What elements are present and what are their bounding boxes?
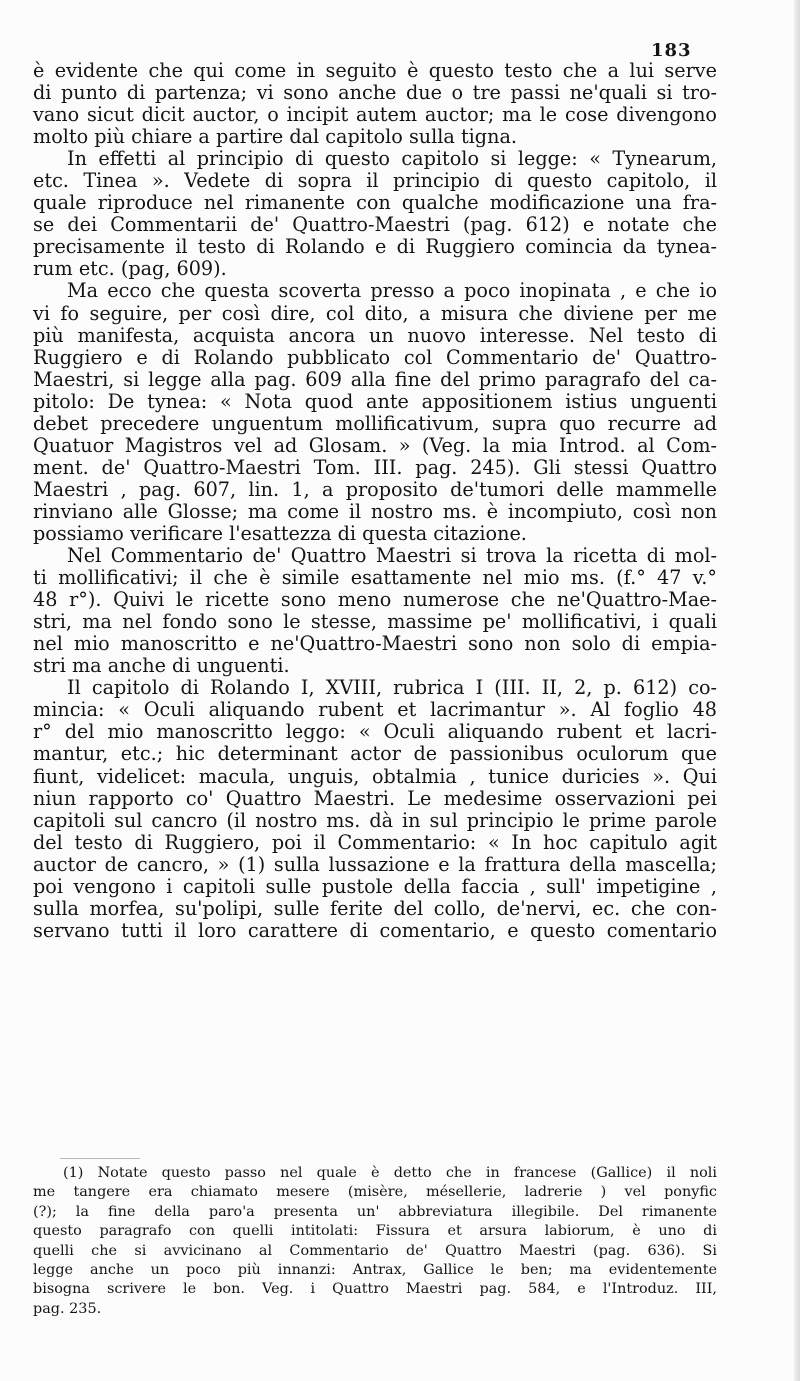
text-line: sulla morfea, su'polipi, sulle ferite del collo, de'nervi, ec. che con-: [33, 896, 717, 920]
text-line: vano sicut dicit auctor, o incipit autem auctor; ma le cose divengono: [33, 103, 717, 127]
text-line: nel mio manoscritto e ne'Quattro-Maestri sono non solo di empia-: [33, 632, 717, 656]
text-line: niun rapporto co' Quattro Maestri. Le medesime osservazioni pei: [33, 786, 717, 810]
text-line: Quatuor Magistros vel ad Glosam. » (Veg. la mia Introd. al Com-: [33, 433, 717, 457]
text-line: poi vengono i capitoli sulle pustole della faccia , sull' impetigine ,: [33, 874, 717, 898]
text-line: rum etc. (pag, 609).: [33, 257, 227, 281]
text-line: r° del mio manoscritto leggo: « Oculi aliquando rubent et lacri-: [33, 720, 717, 744]
text-line: 48 r°). Quivi le ricette sono meno numerose che ne'Quattro-Mae-: [33, 588, 717, 612]
page-number: 183: [651, 40, 692, 61]
footnote-line: legge anche un poco più innanzi: Antrax, Gallice le ben; ma evidentemente: [33, 1262, 717, 1279]
text-line: etc. Tinea ». Vedete di sopra il principio di questo capitolo, il: [33, 169, 717, 193]
text-line: servano tutti il loro carattere di comentario, e questo comentario: [33, 918, 717, 942]
footnote-line: quelli che si avvicinano al Commentario de' Quattro Maestri (pag. 636). Si: [33, 1242, 717, 1259]
text-line: In effetti al principio di questo capitolo si legge: « Tynearum,: [67, 147, 717, 171]
text-line: mincia: « Oculi aliquando rubent et lacrimantur ». Al foglio 48: [33, 698, 717, 722]
text-line: ment. de' Quattro-Maestri Tom. III. pag. 245). Gli stessi Quattro: [33, 455, 717, 479]
text-line: Ma ecco che questa scoverta presso a poco inopinata , e che io: [67, 279, 717, 303]
text-line: stri, ma nel fondo sono le stesse, massime pe' mollificativi, i quali: [33, 610, 717, 634]
text-line: del testo di Ruggiero, poi il Commentario: « In hoc capitulo agit: [33, 830, 717, 854]
text-line: capitoli sul cancro (il nostro ms. dà in sul principio le prime parole: [33, 808, 717, 832]
footnote-line: questo paragrafo con quelli intitolati: Fissura et arsura labiorum, è uno di: [33, 1223, 717, 1240]
text-line: Nel Commentario de' Quattro Maestri si trova la ricetta di mol-: [67, 544, 717, 568]
footnote-line: me tangere era chiamato mesere (misère, mésellerie, ladrerie ) vel ponyfic: [33, 1184, 717, 1201]
text-line: debet precedere unguentum mollificativum, supra quo recurre ad: [33, 411, 717, 435]
text-line: rinviano alle Glosse; ma come il nostro ms. è incompiuto, così non: [33, 499, 717, 523]
text-line: ti mollificativi; il che è simile esattamente nel mio ms. (f.° 47 v.°: [33, 566, 717, 590]
text-line: di punto di partenza; vi sono anche due o tre passi ne'quali si tro-: [33, 81, 717, 105]
text-line: Maestri, si legge alla pag. 609 alla fine del primo paragrafo del ca-: [33, 367, 717, 391]
text-line: stri ma anche di unguenti.: [33, 654, 290, 678]
text-line: Maestri , pag. 607, lin. 1, a proposito de'tumori delle mammelle: [33, 477, 717, 501]
footnotes: [33, 1164, 717, 1319]
text-line: auctor de cancro, » (1) sulla lussazione e la frattura della mascella;: [33, 852, 717, 876]
footnote-line: pag. 235.: [33, 1300, 102, 1317]
text-line: precisamente il testo di Rolando e di Ruggiero comincia da tynea-: [33, 235, 717, 259]
text-line: quale riproduce nel rimanente con qualche modificazione una fra-: [33, 191, 717, 215]
text-line: mantur, etc.; hic determinant actor de passionibus oculorum que: [33, 742, 717, 766]
text-line: Il capitolo di Rolando I, XVIII, rubrica I (III. II, 2, p. 612) co-: [67, 676, 717, 700]
text-line: pitolo: De tynea: « Nota quod ante appositionem istius unguenti: [33, 389, 717, 413]
main-text: [33, 60, 717, 942]
text-line: vi fo seguire, per così dire, col dito, a misura che diviene per me: [33, 301, 717, 325]
text-line: è evidente che qui come in seguito è questo testo che a lui serve: [33, 59, 717, 82]
footnote-line: (1) Notate questo passo nel quale è detto che in francese (Gallice) il noli: [63, 1165, 717, 1181]
footnote-separator: [60, 1158, 140, 1159]
text-line: più manifesta, acquista ancora un nuovo interesse. Nel testo di: [33, 323, 717, 347]
footnote-line: bisogna scrivere le bon. Veg. i Quattro Maestri pag. 584, e l'Introduz. III,: [33, 1281, 717, 1298]
text-line: possiamo verificare l'esattezza di questa citazione.: [33, 521, 527, 545]
footnote-line: (?); la fine della paro'a presenta un' abbreviatura illegibile. Del rimanente: [33, 1203, 717, 1220]
text-line: molto più chiare a partire dal capitolo sulla tigna.: [33, 125, 517, 149]
text-line: fiunt, videlicet: macula, unguis, obtalmia , tunice duricies ». Qui: [33, 764, 717, 788]
text-line: Ruggiero e di Rolando pubblicato col Commentario de' Quattro-: [33, 345, 717, 369]
text-line: se dei Commentarii de' Quattro-Maestri (pag. 612) e notate che: [33, 213, 717, 237]
